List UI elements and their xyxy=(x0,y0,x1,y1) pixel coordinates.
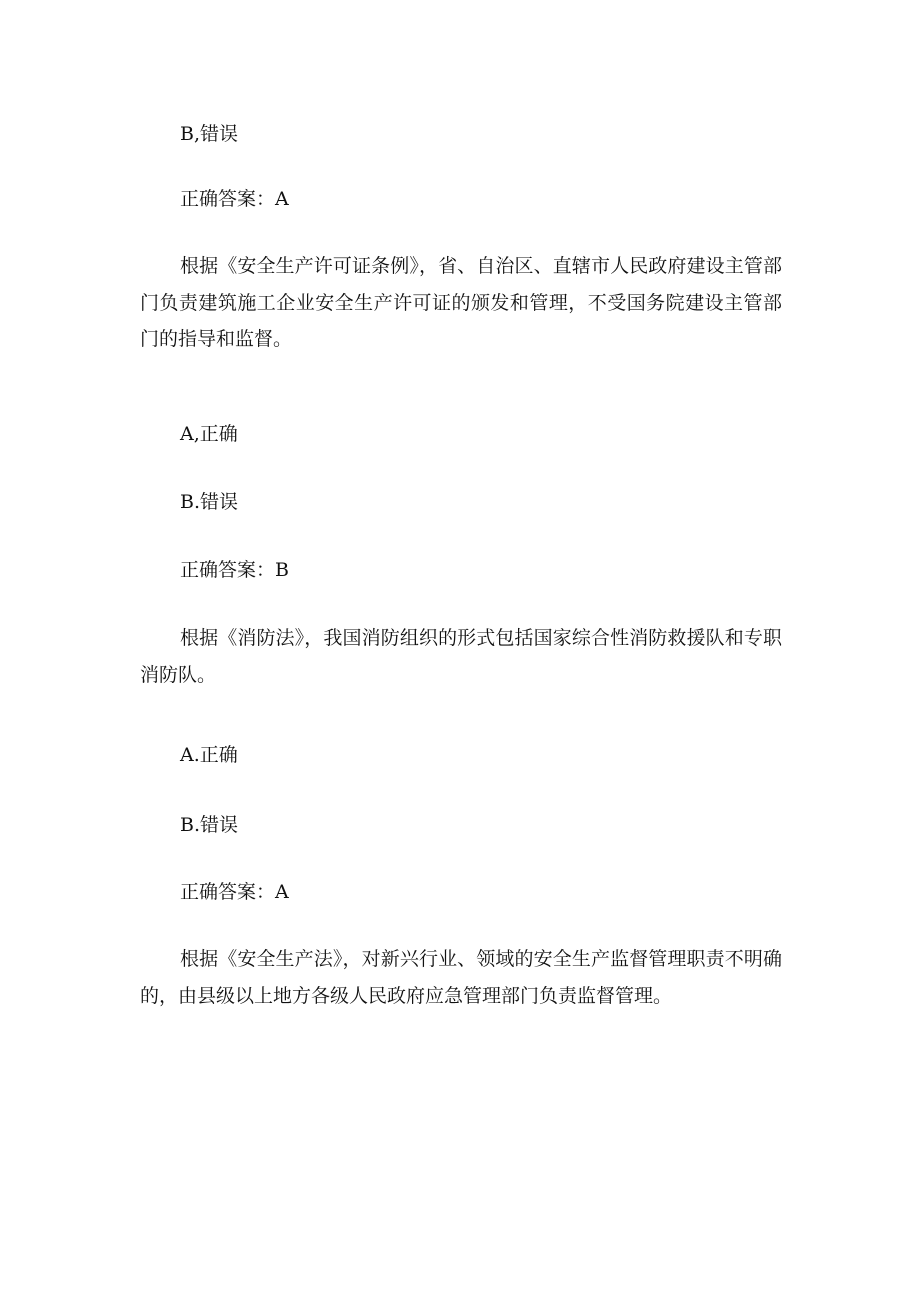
correct-answer-text: 正确答案：A xyxy=(180,188,289,210)
option-b-text: B,错误 xyxy=(180,123,239,145)
correct-answer-text: 正确答案：B xyxy=(180,559,289,581)
option-a-text: A.正确 xyxy=(180,744,238,766)
option-a-text: A,正确 xyxy=(180,423,238,445)
question-paragraph: 根据《消防法》，我国消防组织的形式包括国家综合性消防救援队和专职消防队。 xyxy=(140,627,782,686)
option-b-text: B.错误 xyxy=(180,814,239,836)
question-paragraph: 根据《安全生产许可证条例》，省、自治区、直辖市人民政府建设主管部门负责建筑施工企业安全生产许可证的颁发和管理，不受国务院建设主管部门的指导和监督。 xyxy=(140,255,782,350)
correct-answer-text: 正确答案：A xyxy=(180,881,289,903)
option-b-text: B.错误 xyxy=(180,491,239,513)
question-paragraph: 根据《安全生产法》，对新兴行业、领域的安全生产监督管理职责不明确的，由县级以上地方各级人民政府应急管理部门负责监督管理。 xyxy=(140,948,782,1007)
